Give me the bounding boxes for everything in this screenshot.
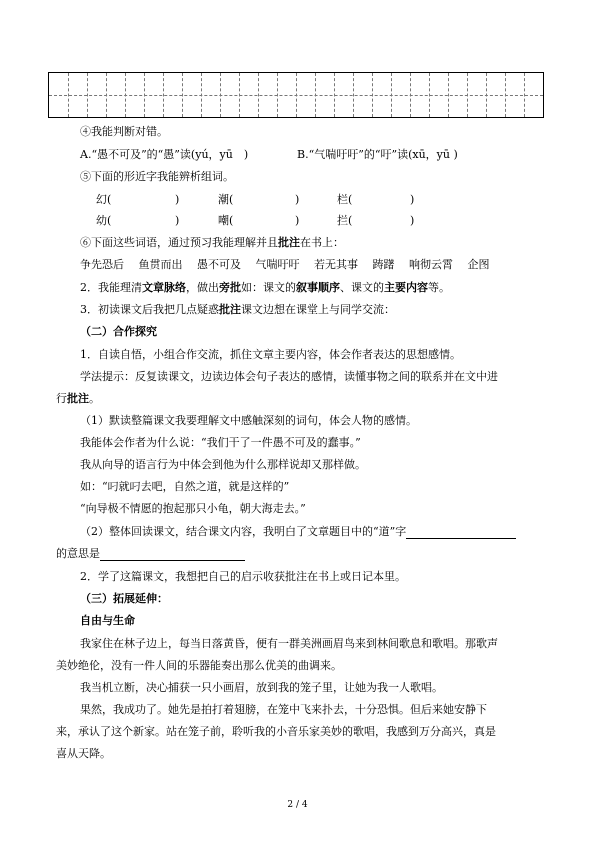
- p2-bold: 叙事顺序: [296, 281, 340, 294]
- writing-grid-column-line: [315, 73, 316, 117]
- writing-grid-column-line: [106, 73, 107, 117]
- paragraph-2: [80, 281, 450, 295]
- s5-r2-c1: 幼(: [96, 214, 112, 227]
- sec2-hint-line2: [56, 392, 100, 406]
- writing-grid-column-line: [296, 73, 297, 117]
- hint-bold: 批注: [67, 392, 89, 405]
- writing-grid-column-line: [448, 73, 449, 117]
- hint-text: 行: [56, 392, 67, 405]
- story-para-1a: 我家住在林子边上，每当日落黄昏，便有一群美洲画眉鸟来到林间歌息和歌唱。那歌声: [80, 637, 498, 650]
- sec2-line-1: 我能体会作者为什么说：“我们干了一件愚不可及的蠢事。”: [80, 436, 361, 449]
- story-para-3a: 果然，我成功了。她先是拍打着翅膀，在笼中飞来扑去，十分恐惧。但后来她安静下: [80, 703, 487, 716]
- sec2-sub-1: （1）默读整篇课文我要理解文中感触深刻的词句，体会人物的感情。: [80, 414, 417, 427]
- writing-grid-column-line: [87, 73, 88, 117]
- s5-r1-c1: 幻(: [96, 193, 112, 206]
- s5-r2-c1-close: ): [175, 214, 180, 227]
- section-3-title: （三）拓展延伸：: [80, 592, 168, 605]
- sec2-line-2: 我从向导的语言行为中体会到他为什么那样说却又那样做。: [80, 458, 366, 471]
- writing-grid-column-line: [239, 73, 240, 117]
- story-title: 自由与生命: [80, 614, 135, 627]
- answer-blank[interactable]: [100, 548, 245, 561]
- answer-blank[interactable]: [406, 526, 516, 539]
- writing-grid-column-line: [144, 73, 145, 117]
- sec2-sub-2-cont: [56, 547, 245, 561]
- p2-text: 2．我能理清: [80, 281, 142, 294]
- sub2-text: （2）整体回读课文，结合课文内容，我明白了文章题目中的“道”字: [80, 525, 407, 538]
- s6-word: 愚不可及: [197, 258, 241, 271]
- s6-title-pre: ⑥下面这些词语，通过预习我能理解并且: [80, 236, 278, 249]
- writing-grid-column-line: [505, 73, 506, 117]
- story-para-3c: 喜从天降。: [56, 747, 111, 760]
- writing-grid-column-line: [163, 73, 164, 117]
- s6-word: 若无其事: [314, 258, 358, 271]
- sec2-item-2: 2．学了这篇课文，我想把自己的启示收获批注在书上或日记本里。: [80, 570, 406, 583]
- s6-word: 气喘吁吁: [255, 258, 300, 271]
- hint-text: 。: [89, 392, 100, 405]
- s6-word-list: [80, 258, 490, 272]
- writing-grid-column-line: [182, 73, 183, 117]
- s4-question-b: B.“气喘吁吁”的“吁”读(xū，yū ): [297, 148, 458, 161]
- s5-r2-c2-close: ): [295, 214, 300, 227]
- s5-r2-c2: 嘲(: [218, 214, 234, 227]
- s5-r1-c1-close: ): [175, 193, 180, 206]
- writing-grid-column-line: [429, 73, 430, 117]
- s6-word: 鱼贯而出: [138, 258, 183, 271]
- p3-bold: 批注: [219, 303, 241, 316]
- writing-grid-column-line: [277, 73, 278, 117]
- writing-grid-column-line: [391, 73, 392, 117]
- s6-word: 争先恐后: [80, 258, 124, 271]
- s6-word: 踌躇: [372, 258, 395, 271]
- p2-text: 如：课文的: [241, 281, 296, 294]
- p3-text: 3．初读课文后我把几点疑惑: [80, 303, 219, 316]
- s4-title: ④我能判断对错。: [80, 125, 168, 138]
- p2-text: 等。: [428, 281, 450, 294]
- p2-bold: 旁批: [219, 281, 241, 294]
- page-number: 2 / 4: [287, 800, 308, 810]
- sec2-line-3: 如：“叼就叼去吧，自然之道，就是这样的”: [80, 480, 290, 493]
- writing-grid-column-line: [486, 73, 487, 117]
- writing-grid-column-line: [353, 73, 354, 117]
- s6-word: 企图: [467, 258, 490, 271]
- writing-grid-column-line: [125, 73, 126, 117]
- p2-text: ，做出: [186, 281, 219, 294]
- p2-bold: 文章脉络: [142, 281, 186, 294]
- p2-bold: 主要内容: [384, 281, 428, 294]
- s5-title: ⑤下面的形近字我能辨析组词。: [80, 170, 234, 183]
- sec2-sub-2: [80, 525, 516, 539]
- p2-text: 、课文的: [340, 281, 384, 294]
- s5-r2-c3-close: ): [410, 214, 415, 227]
- writing-grid-column-line: [220, 73, 221, 117]
- s5-r2-c3: 拦(: [337, 214, 353, 227]
- s6-title-bold: 批注: [278, 236, 300, 249]
- sec2-item-1: 1．自读自悟，小组合作交流，抓住文章主要内容，体会作者表达的思想感情。: [80, 348, 461, 361]
- writing-grid-column-line: [68, 73, 69, 117]
- s5-r1-c3-close: ): [410, 193, 415, 206]
- paragraph-3: [80, 303, 395, 317]
- writing-grid-column-line: [258, 73, 259, 117]
- writing-grid-column-line: [524, 73, 525, 117]
- writing-grid-column-line: [372, 73, 373, 117]
- s5-r1-c3: 栏(: [337, 193, 353, 206]
- sec2-hint-line1: 学法提示：反复读课文，边读边体会句子表达的感情，读懂事物之间的联系并在文中进: [80, 370, 498, 383]
- writing-grid: [48, 72, 544, 118]
- s6-word: 响彻云霄: [409, 258, 453, 271]
- s4-question-a: A.“愚不可及”的“愚”读(yú，yū ): [80, 148, 249, 161]
- s6-title-post: 在书上：: [300, 236, 344, 249]
- writing-grid-column-line: [334, 73, 335, 117]
- writing-grid-column-line: [467, 73, 468, 117]
- sub2b-text: 的意思是: [56, 547, 100, 560]
- section-2-title: （二）合作探究: [80, 325, 157, 338]
- sec2-line-4: “向导极不情愿的抱起那只小龟，朝大海走去。”: [80, 502, 306, 515]
- s6-title: [80, 236, 344, 250]
- s5-r1-c2: 潮(: [218, 193, 234, 206]
- s5-r1-c2-close: ): [295, 193, 300, 206]
- story-para-1b: 美妙绝伦，没有一件人间的乐器能奏出那么优美的曲调来。: [56, 659, 342, 672]
- writing-grid-column-line: [201, 73, 202, 117]
- writing-grid-column-line: [410, 73, 411, 117]
- story-para-3b: 来，承认了这个新家。站在笼子前，聆听我的小音乐家美妙的歌唱，我感到万分高兴，真是: [56, 725, 496, 738]
- p3-text: 课文边想在课堂上与同学交流：: [241, 303, 395, 316]
- story-para-2: 我当机立断，决心捕获一只小画眉，放到我的笼子里，让她为我一人歌唱。: [80, 681, 443, 694]
